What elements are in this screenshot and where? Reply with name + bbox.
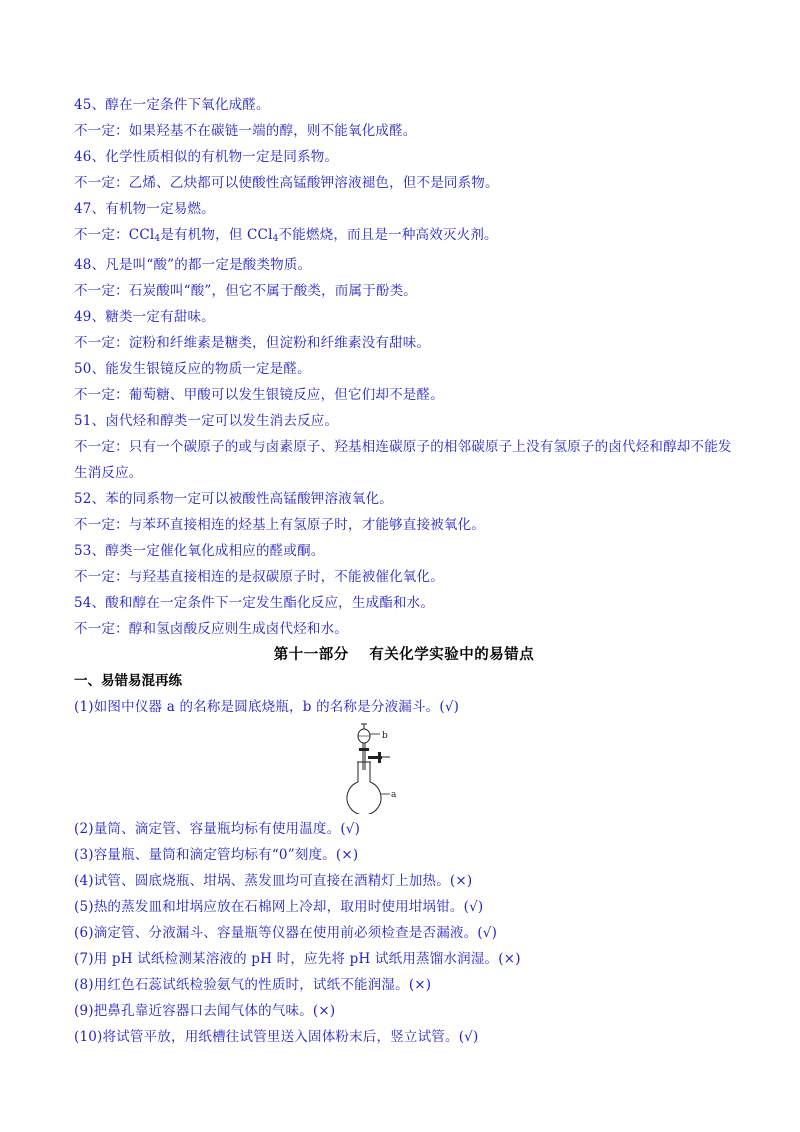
answer-47: 不一定：CCl$_4$是有机物，但 CCl$_4$不能燃烧，而且是一种高效灭火剂。 bbox=[74, 227, 498, 244]
statement-6: (6)滴定管、分液漏斗、容量瓶等仪器在使用前必须检查是否漏液。(√) bbox=[74, 925, 498, 941]
answer-54: 不一定：醇和氢卤酸反应则生成卤代烃和水。 bbox=[74, 621, 348, 637]
answer-50: 不一定：葡萄糖、甲酸可以发生银镜反应，但它们却不是醛。 bbox=[74, 387, 444, 403]
question-48: 48、凡是叫“酸”的都一定是酸类物质。 bbox=[74, 257, 312, 273]
label-a: a bbox=[391, 790, 397, 800]
answer-53: 不一定：与羟基直接相连的是叔碳原子时，不能被催化氧化。 bbox=[74, 569, 444, 585]
statement-2: (2)量筒、滴定管、容量瓶均标有使用温度。(√) bbox=[74, 821, 361, 837]
question-47: 47、有机物一定易燃。 bbox=[74, 201, 215, 217]
document-page bbox=[74, 92, 734, 1050]
answer-51: 不一定：只有一个碳原子的或与卤素原子、羟基相连碳原子的相邻碳原子上没有氢原子的卤代烃和醇却不能发生消反应。 bbox=[74, 439, 732, 481]
question-49: 49、糖类一定有甜味。 bbox=[74, 309, 215, 325]
statement-3: (3)容量瓶、量筒和滴定管均标有“0”刻度。(×) bbox=[74, 847, 359, 863]
statement-7: (7)用 pH 试纸检测某溶液的 pH 时，应先将 pH 试纸用蒸馏水润湿。(×) bbox=[74, 951, 521, 967]
answer-52: 不一定：与苯环直接相连的烃基上有氢原子时，才能够直接被氧化。 bbox=[74, 517, 485, 533]
answer-46: 不一定：乙烯、乙炔都可以使酸性高锰酸钾溶液褪色，但不是同系物。 bbox=[74, 175, 499, 191]
question-54: 54、酸和醇在一定条件下一定发生酯化反应，生成酯和水。 bbox=[74, 595, 435, 611]
label-b: b bbox=[382, 731, 388, 741]
answer-45: 不一定：如果羟基不在碳链一端的醇，则不能氧化成醛。 bbox=[74, 123, 417, 139]
flask-funnel-diagram bbox=[344, 722, 444, 814]
answer-48: 不一定：石炭酸叫“酸”，但它不属于酸类，而属于酚类。 bbox=[74, 283, 418, 299]
question-45: 45、醇在一定条件下氧化成醛。 bbox=[74, 97, 270, 113]
question-51: 51、卤代烃和醇类一定可以发生消去反应。 bbox=[74, 413, 339, 429]
apparatus-figure bbox=[74, 720, 734, 816]
statement-9: (9)把鼻孔靠近容器口去闻气体的气味。(×) bbox=[74, 1003, 336, 1019]
statement-1: (1)如图中仪器 a 的名称是圆底烧瓶，b 的名称是分液漏斗。(√) bbox=[74, 699, 460, 715]
statement-10: (10)将试管平放，用纸槽往试管里送入固体粉末后，竖立试管。(√) bbox=[74, 1029, 479, 1045]
question-50: 50、能发生银镜反应的物质一定是醛。 bbox=[74, 361, 311, 377]
statement-4: (4)试管、圆底烧瓶、坩埚、蒸发皿均可直接在酒精灯上加热。(×) bbox=[74, 873, 473, 889]
part-title: 第十一部分 有关化学实验中的易错点 bbox=[273, 647, 535, 663]
answer-49: 不一定：淀粉和纤维素是糖类，但淀粉和纤维素没有甜味。 bbox=[74, 335, 431, 351]
question-52: 52、苯的同系物一定可以被酸性高锰酸钾溶液氧化。 bbox=[74, 491, 393, 507]
question-46: 46、化学性质相似的有机物一定是同系物。 bbox=[74, 149, 339, 165]
section-title: 一、易错易混再练 bbox=[74, 673, 182, 689]
question-53: 53、醇类一定催化氧化成相应的醛或酮。 bbox=[74, 543, 325, 559]
statement-8: (8)用红色石蕊试纸检验氨气的性质时，试纸不能润湿。(×) bbox=[74, 977, 432, 993]
statement-5: (5)热的蒸发皿和坩埚应放在石棉网上冷却，取用时使用坩埚钳。(√) bbox=[74, 899, 484, 915]
